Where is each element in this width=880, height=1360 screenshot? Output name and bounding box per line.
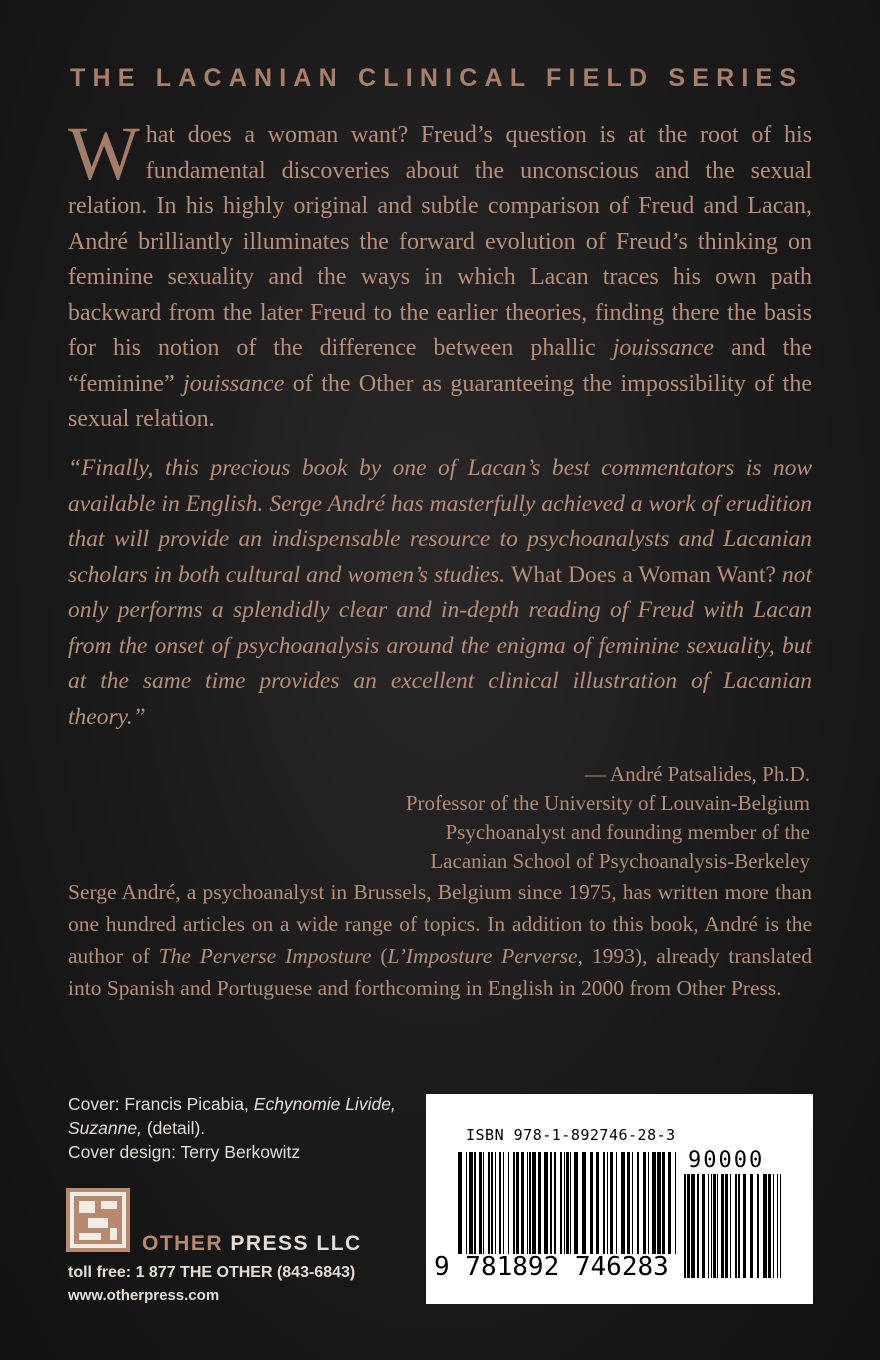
- bio-title2: L’Imposture Perverse: [387, 944, 578, 968]
- publisher-website: www.otherpress.com: [68, 1287, 220, 1304]
- bio-part1: Serge André, a psychoanalyst in Brussels, Belgium since 1975, has written more than one hundred articles on a wide range of topics. In addition to this book, André is the author of: [68, 880, 812, 968]
- attribution-line2: Psychoanalyst and founding member of the: [445, 820, 810, 844]
- bio-part3: , 1993), already translated into Spanish and Portuguese and forthcoming in English in 2000 from Other Press.: [68, 944, 812, 1000]
- quote-attribution: [406, 760, 810, 876]
- ean-digits: 9 781892 746283: [434, 1252, 669, 1282]
- attribution-line1: Professor of the University of Louvain-Belgium: [405, 791, 810, 815]
- author-bio: [68, 876, 812, 1004]
- endorsement-quote: [68, 451, 812, 735]
- cover-prefix: Cover: Francis Picabia,: [68, 1094, 254, 1114]
- cover-credits: [68, 1092, 428, 1164]
- quote-part1: “Finally, this precious book by one of Lacan’s best commentators is now available in English. Serge André has masterfully achieved a work of erudition that will provide an indispensable resource to psychoanalysts and Lacanian scholars in both cultural and women’s studies.: [68, 455, 812, 588]
- publisher-name-other: OTHER: [142, 1232, 223, 1255]
- attribution-name: — André Patsalides, Ph.D.: [584, 762, 810, 786]
- series-title: THE LACANIAN CLINICAL FIELD SERIES: [70, 64, 804, 92]
- isbn-number: ISBN 978-1-892746-28-3: [466, 1126, 676, 1144]
- description-mid: and the “feminine”: [68, 335, 812, 397]
- publisher-name-press: PRESS LLC: [223, 1232, 362, 1255]
- attribution-line3: Lacanian School of Psychoanalysis-Berkeley: [430, 849, 810, 873]
- bio-title1: The Perverse Imposture: [158, 944, 372, 968]
- cover-design-credit: Cover design: Terry Berkowitz: [68, 1142, 301, 1162]
- quote-part2: not only performs a splendidly clear and in-depth reading of Freud with Lacan from the onset of psychoanalysis around the enigma of feminine sexuality, but at the same time provides an excellent clinical illustration of Lacanian theory.”: [68, 561, 812, 730]
- isbn-barcode-panel: [426, 1094, 813, 1304]
- drop-cap: W: [68, 112, 140, 196]
- description-paragraph: [68, 112, 813, 438]
- addon-barcode-icon: [684, 1174, 784, 1278]
- cover-title: Echynomie Livide, Suzanne,: [68, 1094, 396, 1138]
- other-press-logo-icon: [66, 1188, 130, 1252]
- cover-art-credit: [68, 1092, 428, 1140]
- ean-barcode-icon: [458, 1152, 678, 1254]
- publisher-phone: toll free: 1 877 THE OTHER (843-6843): [68, 1264, 356, 1281]
- description-end: of the Other as guaranteeing the impossibility of the sexual relation.: [68, 370, 813, 432]
- term-jouissance-2: jouissance: [183, 370, 285, 397]
- description-text: hat does a woman want? Freud’s question is at the root of his fundamental discoveries about the unconscious and the sexual relation. In his highly original and subtle comparison of Freud and Lacan, André brilliantly illuminates the forward evolution of Freud’s thinking on feminine sexuality and the ways in which Lacan traces his own path backward from the later Freud to the earlier theories, finding there the basis for his notion of the difference between phallic: [68, 122, 812, 361]
- cover-suffix: (detail).: [141, 1118, 206, 1138]
- publisher-name: [142, 1232, 362, 1256]
- term-jouissance-1: jouissance: [612, 335, 715, 361]
- bio-part2: (: [371, 944, 388, 968]
- quote-book-title: What Does a Woman Want?: [511, 561, 776, 588]
- price-addon-number: 90000: [688, 1148, 765, 1173]
